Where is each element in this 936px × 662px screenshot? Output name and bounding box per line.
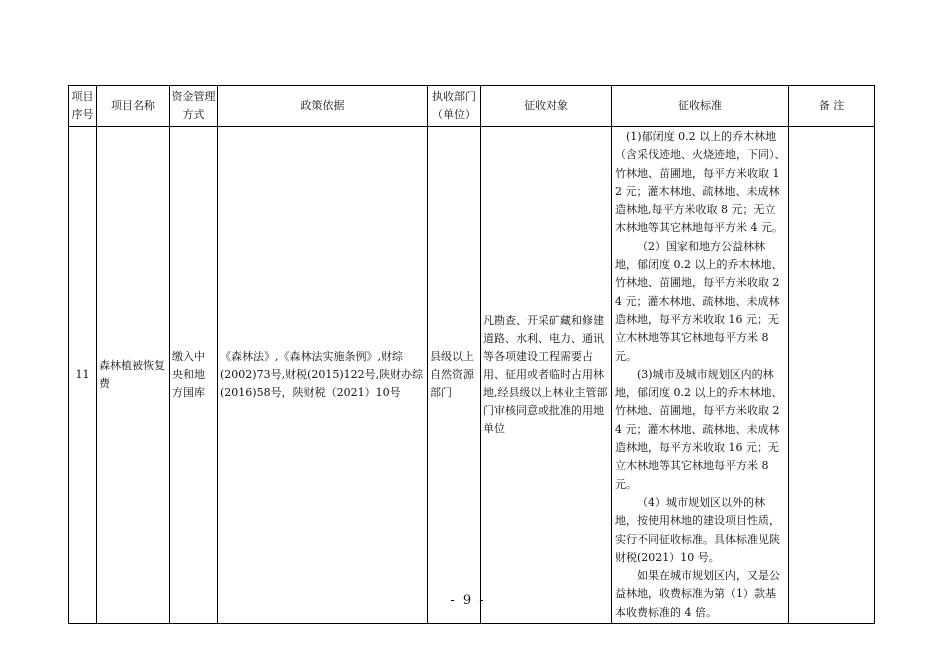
cell-standard [612,127,789,624]
cell-dept: 县级以上自然资源部门 [428,127,481,624]
standard-item-5: 如果在城市规划区内，又是公益林地，收费标准为第（1）款基本收费标准的 4 倍。 [615,569,780,619]
table-row [69,127,875,624]
cell-name: 森林植被恢复费 [97,127,170,624]
header-remark: 备 注 [789,86,875,127]
header-dept: 执收部门（单位） [428,86,481,127]
cell-target: 凡勘查、开采矿藏和修建道路、水利、电力、通讯等各项建设工程需要占用、征用或者临时占用林地,经县级以上林业主管部门审核同意或批准的用地单位 [481,127,612,624]
header-policy: 政策依据 [218,86,428,127]
standard-item-1: (1)郁闭度 0.2 以上的乔木林地（含采伐迹地、火烧迹地，下同）、竹林地、苗圃地，每平方米收取 12 元；灌木林地、疏林地、未成林造林地,每平方米收取 8 元；无立木林地等其它林地每平方米 4 元。 [615,130,786,235]
cell-remark [789,127,875,624]
standard-item-3: (3)城市及城市规划区内的林地，郁闭度 0.2 以上的乔木林地、竹林地、苗圃地，每平方米收取 24 元；灌木林地、疏林地、未成林造林地，每平方米收取 16 元；无立木林地等其它林地每平方米 8 元。 [615,367,783,491]
standard-item-4: （4）城市规划区以外的林地，按使用林地的建设项目性质，实行不同征收标准。具体标准见陕财税(2021）10 号。 [615,495,780,564]
cell-fund: 缴入中央和地方国库 [170,127,218,624]
header-name: 项目名称 [97,86,170,127]
header-target: 征收对象 [481,86,612,127]
fee-table [68,85,875,624]
header-standard: 征收标准 [612,86,789,127]
header-fund: 资金管理方式 [170,86,218,127]
cell-policy: 《森林法》,《森林法实施条例》,财综(2002)73号,财税(2015)122号,陕财办综(2016)58号，陕财税（2021）10号 [218,127,428,624]
standard-item-2: （2）国家和地方公益林林地，郁闭度 0.2 以上的乔木林地、竹林地、苗圃地，每平方米收取 24 元；灌木林地、疏林地、未成林造林地，每平方米收取 16 元；无立木林地等其它林地每平方米 8 元。 [615,239,783,363]
page-number: - 9 - [450,593,486,608]
header-row [69,86,875,127]
cell-seq: 11 [69,127,97,624]
header-seq: 项目序号 [69,86,97,127]
